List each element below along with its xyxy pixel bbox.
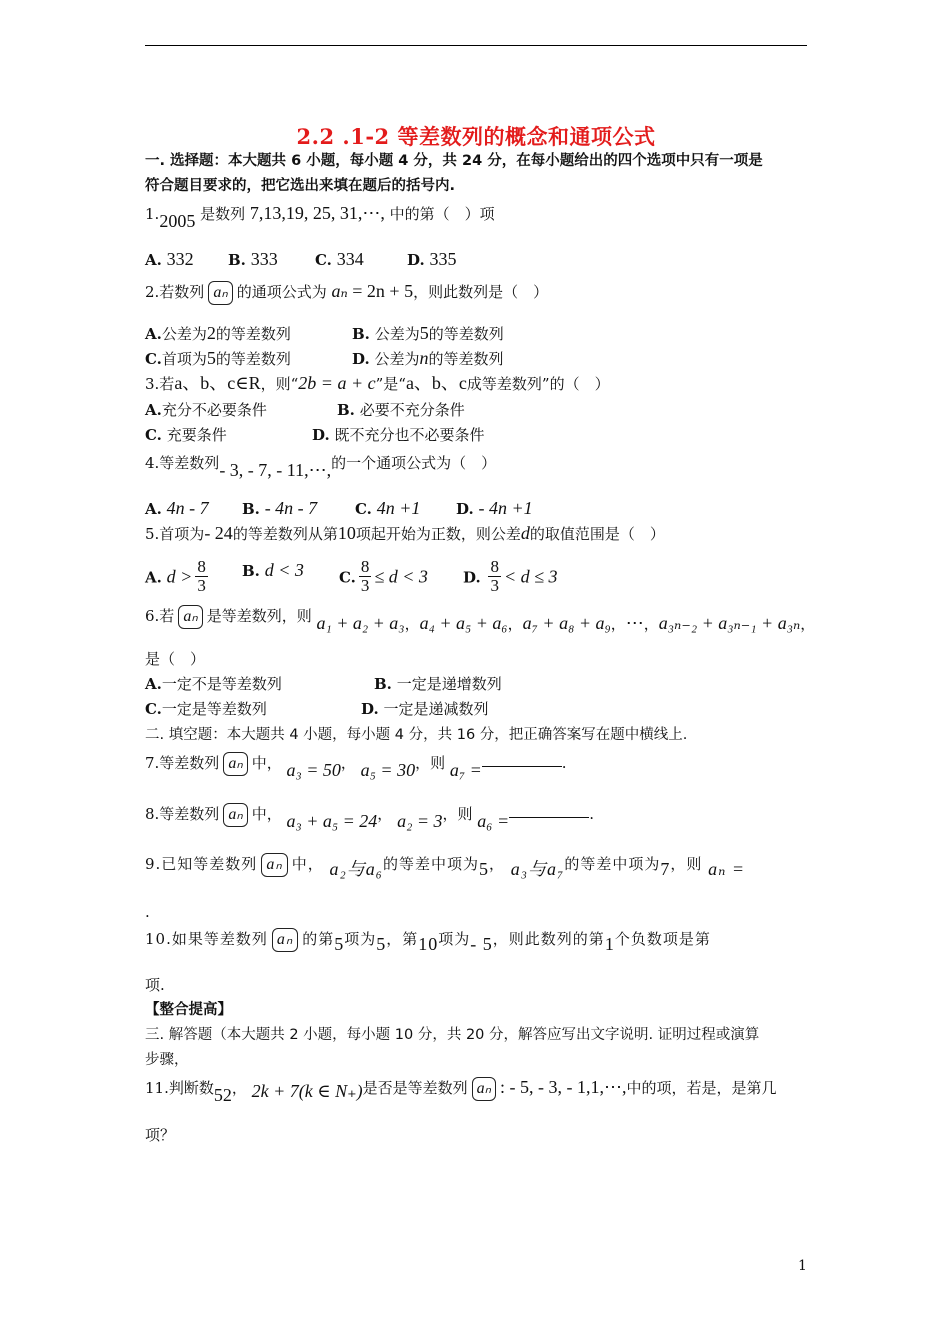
question-7: 7.等差数列 aₙ 中， a₃ = 50， a₅ = 30，则 a₇ = . — [145, 754, 567, 780]
question-11-cont: 项？ — [145, 1126, 176, 1144]
question-1: 1.2005 是数列 7,13,19, 25, 31,⋯, 中的第（ ）项 — [145, 203, 495, 231]
section1-heading: 一. 选择题：本大题共 6 小题，每小题 4 分，共 24 分，在每小题给出的四个选项中只有一项是 — [145, 153, 763, 169]
question-3: 3.若a、b、c∈R，则“2b = a + c”是“a、b、c成等差数列”的（ ） — [145, 373, 610, 393]
question-2: 2.若数列 aₙ 的通项公式为 aₙ = 2n + 5，则此数列是（ ） — [145, 281, 810, 305]
question-9-cont: . — [145, 903, 150, 921]
question-6: 6.若 aₙ 是等差数列，则 a₁ + a₂ + a₃，a₄ + a₅ + a₆，a₇ + a₈ + a₉，⋯，a₃ₙ₋₂ + a₃ₙ₋₁ + a₃ₙ， — [145, 607, 816, 633]
question-9: 9.已知等差数列 aₙ 中， a₂与a₆的等差中项为5， a₃与a₇的等差中项为7，则 aₙ = — [145, 855, 746, 879]
question-10: 10.如果等差数列 aₙ 的第5项为5，第10项为- 5，则此数列的第1个负数项是第 — [145, 930, 711, 954]
sequence-symbol: aₙ — [208, 281, 232, 305]
section2-heading: 二. 填空题：本大题共 4 小题，每小题 4 分，共 16 分，把正确答案写在题中横线上. — [145, 727, 688, 743]
section3-heading: 三. 解答题（本大题共 2 小题，每小题 10 分，共 20 分，解答应写出文字说明. 证明过程或演算 — [145, 1027, 760, 1043]
page-number: 1 — [798, 1258, 807, 1274]
question-5: 5.首项为- 24的等差数列从第10项起开始为正数，则公差d的取值范围是（ ） — [145, 523, 665, 543]
header-rule — [145, 45, 807, 46]
section3-heading-cont: 步骤， — [145, 1052, 189, 1068]
question-10-cont: 项. — [145, 976, 165, 994]
section1-heading-cont: 符合题目要求的，把它选出来填在题后的括号内. — [145, 178, 456, 194]
question-11: 11.判断数52， 2k + 7(k ∈ N₊)是否是等差数列 aₙ : - 5, - 3, - 1,1,⋯,中的项，若是，是第几 — [145, 1077, 777, 1105]
page-title: 2.2 .1-2 等差数列的概念和通项公式 — [296, 124, 656, 149]
answer-blank[interactable] — [482, 766, 562, 767]
answer-blank[interactable] — [509, 817, 589, 818]
improve-heading: 【整合提高】 — [145, 1002, 232, 1018]
question-4: 4.等差数列- 3, - 7, - 11,⋯,的一个通项公式为（ ） — [145, 454, 497, 480]
question-5-options: A. d > $\frac{8}{3}$ B. d < 3 C. $\frac{8}{3}$ ≤ d < 3 D. $\frac{8}{3}$ < d ≤ 3 — [145, 557, 558, 595]
question-8: 8.等差数列 aₙ 中， a₃ + a₅ = 24， a₂ = 3，则 a₆ = . — [145, 805, 594, 831]
question-6-cont: 是（ ） — [145, 650, 206, 668]
